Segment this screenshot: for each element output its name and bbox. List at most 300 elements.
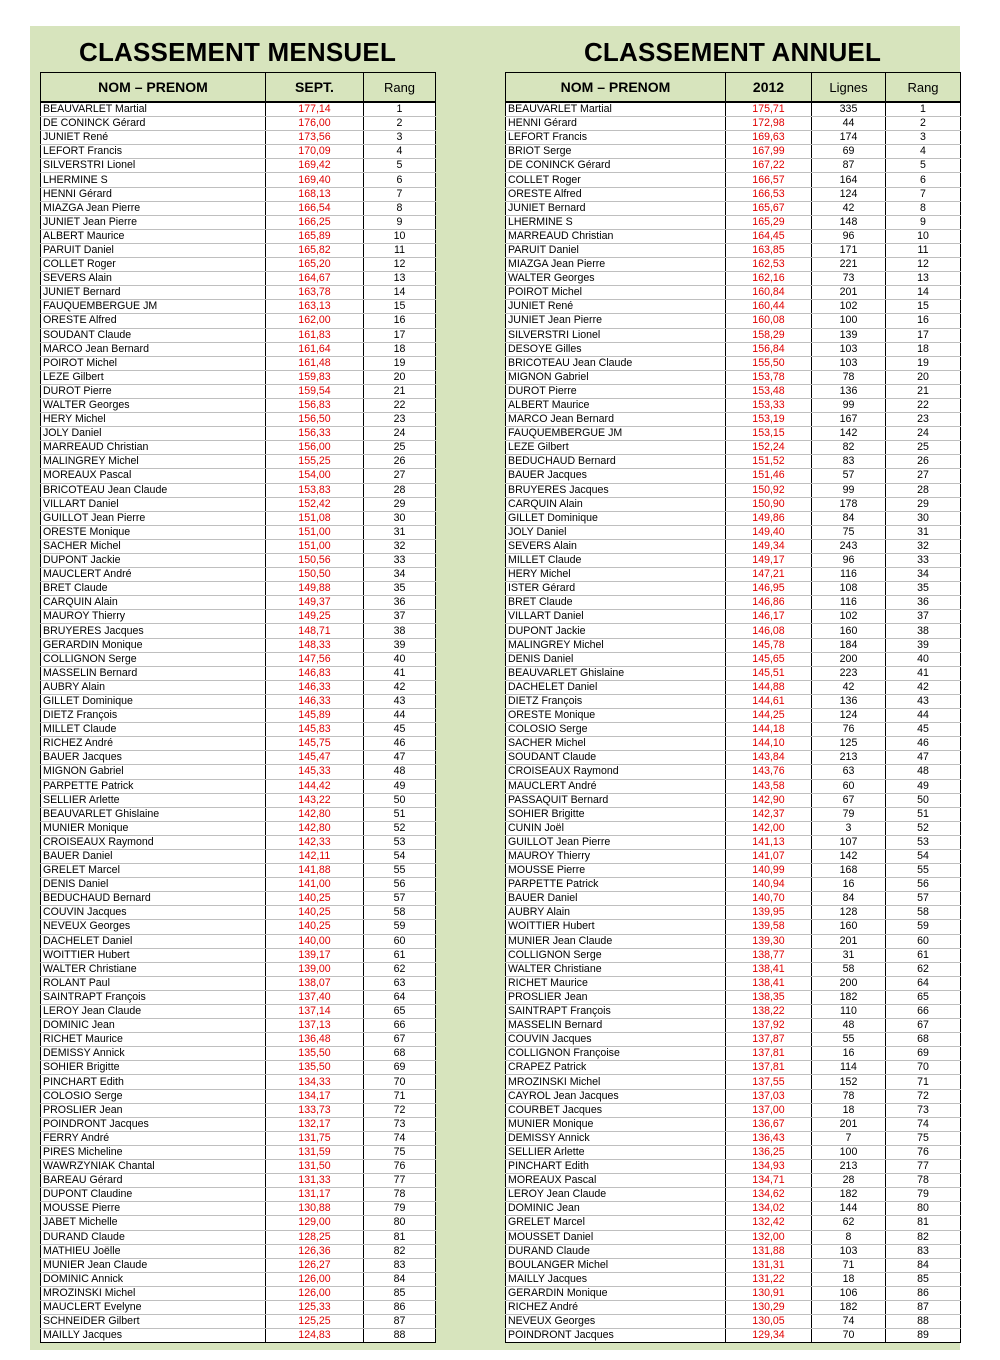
table-row xyxy=(41,596,436,610)
table-row xyxy=(41,145,436,159)
table-row xyxy=(41,638,436,652)
cell-rank: 44 xyxy=(886,709,961,723)
cell-score: 140,70 xyxy=(726,892,812,906)
cell-name: ORESTE Alfred xyxy=(41,314,266,328)
cell-name: JOLY Daniel xyxy=(41,427,266,441)
table-row xyxy=(41,1329,436,1343)
cell-rank: 4 xyxy=(364,145,436,159)
cell-score: 145,89 xyxy=(266,709,364,723)
cell-score: 149,34 xyxy=(726,539,812,553)
table-row xyxy=(41,173,436,187)
table-row xyxy=(506,497,961,511)
cell-score: 132,17 xyxy=(266,1117,364,1131)
cell-name: LEFORT Francis xyxy=(506,131,726,145)
cell-name: PROSLIER Jean xyxy=(506,990,726,1004)
cell-lines: 16 xyxy=(812,878,886,892)
cell-score: 144,25 xyxy=(726,709,812,723)
cell-score: 160,44 xyxy=(726,300,812,314)
cell-name: WALTER Georges xyxy=(41,398,266,412)
table-row xyxy=(41,793,436,807)
cell-lines: 42 xyxy=(812,680,886,694)
table-row xyxy=(506,1131,961,1145)
cell-lines: 200 xyxy=(812,976,886,990)
cell-lines: 78 xyxy=(812,1089,886,1103)
cell-name: BRET Claude xyxy=(41,582,266,596)
cell-name: PIRES Micheline xyxy=(41,1145,266,1159)
cell-score: 163,13 xyxy=(266,300,364,314)
cell-rank: 17 xyxy=(886,328,961,342)
cell-name: PARUIT Daniel xyxy=(506,243,726,257)
cell-name: BAUER Daniel xyxy=(41,849,266,863)
table-row xyxy=(41,1089,436,1103)
cell-name: MUNIER Monique xyxy=(506,1117,726,1131)
cell-rank: 14 xyxy=(886,286,961,300)
table-row xyxy=(41,398,436,412)
cell-rank: 10 xyxy=(886,229,961,243)
cell-name: WOITTIER Hubert xyxy=(506,920,726,934)
cell-score: 142,80 xyxy=(266,821,364,835)
cell-lines: 70 xyxy=(812,1329,886,1343)
cell-score: 143,22 xyxy=(266,793,364,807)
cell-score: 149,37 xyxy=(266,596,364,610)
table-row xyxy=(506,102,961,117)
cell-score: 128,25 xyxy=(266,1230,364,1244)
table-row xyxy=(41,117,436,131)
table-row xyxy=(506,1230,961,1244)
table-row xyxy=(41,878,436,892)
cell-rank: 24 xyxy=(886,427,961,441)
table-row xyxy=(41,1286,436,1300)
cell-lines: 103 xyxy=(812,1244,886,1258)
cell-score: 140,00 xyxy=(266,934,364,948)
cell-rank: 11 xyxy=(886,243,961,257)
cell-rank: 35 xyxy=(886,582,961,596)
cell-name: CROISEAUX Raymond xyxy=(506,765,726,779)
cell-rank: 38 xyxy=(886,624,961,638)
cell-name: BEAUVARLET Ghislaine xyxy=(41,807,266,821)
cell-rank: 38 xyxy=(364,624,436,638)
cell-rank: 84 xyxy=(886,1258,961,1272)
table-row xyxy=(506,525,961,539)
cell-lines: 67 xyxy=(812,793,886,807)
table-row xyxy=(41,272,436,286)
cell-score: 144,18 xyxy=(726,723,812,737)
table-row xyxy=(41,455,436,469)
table-row xyxy=(41,1188,436,1202)
cell-name: MAILLY Jacques xyxy=(506,1272,726,1286)
cell-rank: 43 xyxy=(886,694,961,708)
table-row xyxy=(41,1300,436,1314)
cell-name: COLLET Roger xyxy=(506,173,726,187)
cell-name: CROISEAUX Raymond xyxy=(41,835,266,849)
cell-score: 131,59 xyxy=(266,1145,364,1159)
cell-lines: 114 xyxy=(812,1061,886,1075)
cell-name: COLOSIO Serge xyxy=(41,1089,266,1103)
cell-score: 133,73 xyxy=(266,1103,364,1117)
cell-name: BOULANGER Michel xyxy=(506,1258,726,1272)
table-row xyxy=(506,300,961,314)
cell-lines: 42 xyxy=(812,201,886,215)
table-row xyxy=(506,1216,961,1230)
cell-rank: 30 xyxy=(364,511,436,525)
table-row xyxy=(41,1244,436,1258)
cell-name: DURAND Claude xyxy=(41,1230,266,1244)
cell-lines: 83 xyxy=(812,455,886,469)
cell-lines: 107 xyxy=(812,835,886,849)
table-row xyxy=(41,102,436,117)
cell-score: 149,40 xyxy=(726,525,812,539)
cell-score: 137,81 xyxy=(726,1061,812,1075)
cell-score: 134,33 xyxy=(266,1075,364,1089)
cell-rank: 45 xyxy=(364,723,436,737)
cell-rank: 79 xyxy=(886,1188,961,1202)
cell-score: 165,29 xyxy=(726,215,812,229)
cell-rank: 83 xyxy=(886,1244,961,1258)
cell-rank: 23 xyxy=(364,413,436,427)
cell-name: RICHET Maurice xyxy=(506,976,726,990)
cell-score: 145,78 xyxy=(726,638,812,652)
cell-lines: 335 xyxy=(812,102,886,117)
cell-rank: 51 xyxy=(886,807,961,821)
cell-score: 140,25 xyxy=(266,920,364,934)
cell-rank: 72 xyxy=(364,1103,436,1117)
cell-score: 138,77 xyxy=(726,948,812,962)
cell-score: 156,83 xyxy=(266,398,364,412)
cell-score: 150,50 xyxy=(266,568,364,582)
cell-score: 132,42 xyxy=(726,1216,812,1230)
cell-rank: 27 xyxy=(364,469,436,483)
cell-rank: 13 xyxy=(364,272,436,286)
cell-rank: 21 xyxy=(886,384,961,398)
table-row xyxy=(41,807,436,821)
table-row xyxy=(41,610,436,624)
cell-rank: 88 xyxy=(364,1329,436,1343)
cell-rank: 17 xyxy=(364,328,436,342)
cell-rank: 67 xyxy=(886,1019,961,1033)
table-row xyxy=(41,483,436,497)
cell-lines: 108 xyxy=(812,582,886,596)
table-row xyxy=(41,694,436,708)
cell-rank: 58 xyxy=(886,906,961,920)
cell-lines: 152 xyxy=(812,1075,886,1089)
cell-name: SAINTRAPT François xyxy=(506,1005,726,1019)
table-row xyxy=(506,849,961,863)
cell-name: FAUQUEMBERGUE JM xyxy=(506,427,726,441)
cell-name: SILVERSTRI Lionel xyxy=(506,328,726,342)
cell-score: 159,83 xyxy=(266,370,364,384)
cell-score: 143,76 xyxy=(726,765,812,779)
cell-name: FERRY André xyxy=(41,1131,266,1145)
cell-rank: 18 xyxy=(886,342,961,356)
cell-name: MATHIEU Joëlle xyxy=(41,1244,266,1258)
cell-score: 153,78 xyxy=(726,370,812,384)
cell-name: SEVERS Alain xyxy=(506,539,726,553)
table-row xyxy=(506,413,961,427)
table-row xyxy=(506,652,961,666)
cell-rank: 5 xyxy=(364,159,436,173)
cell-lines: 28 xyxy=(812,1174,886,1188)
cell-name: DUPONT Jackie xyxy=(41,554,266,568)
cell-lines: 136 xyxy=(812,384,886,398)
cell-score: 141,13 xyxy=(726,835,812,849)
cell-score: 131,75 xyxy=(266,1131,364,1145)
cell-rank: 46 xyxy=(886,737,961,751)
table-row xyxy=(506,962,961,976)
cell-rank: 15 xyxy=(364,300,436,314)
cell-name: CARQUIN Alain xyxy=(41,596,266,610)
table-row xyxy=(506,1188,961,1202)
table-row xyxy=(506,173,961,187)
cell-rank: 32 xyxy=(364,539,436,553)
cell-rank: 9 xyxy=(364,215,436,229)
cell-lines: 201 xyxy=(812,934,886,948)
cell-score: 138,35 xyxy=(726,990,812,1004)
cell-score: 145,75 xyxy=(266,737,364,751)
cell-name: PARUIT Daniel xyxy=(41,243,266,257)
header-rank: Rang xyxy=(364,73,436,103)
header-name: NOM – PRENOM xyxy=(41,73,266,103)
cell-score: 149,17 xyxy=(726,554,812,568)
cell-name: MUNIER Monique xyxy=(41,821,266,835)
table-row xyxy=(506,990,961,1004)
table-row xyxy=(41,779,436,793)
cell-rank: 22 xyxy=(364,398,436,412)
table-row xyxy=(41,680,436,694)
cell-name: CUNIN Joël xyxy=(506,821,726,835)
cell-score: 167,22 xyxy=(726,159,812,173)
table-row xyxy=(41,1061,436,1075)
table-row xyxy=(506,1103,961,1117)
table-row xyxy=(506,117,961,131)
table-row xyxy=(41,723,436,737)
cell-rank: 19 xyxy=(364,356,436,370)
cell-score: 137,87 xyxy=(726,1033,812,1047)
cell-rank: 70 xyxy=(364,1075,436,1089)
cell-score: 144,10 xyxy=(726,737,812,751)
cell-name: CRAPEZ Patrick xyxy=(506,1061,726,1075)
cell-rank: 15 xyxy=(886,300,961,314)
cell-name: GILLET Dominique xyxy=(506,511,726,525)
cell-score: 145,33 xyxy=(266,765,364,779)
cell-rank: 55 xyxy=(364,864,436,878)
table-row xyxy=(41,1145,436,1159)
cell-rank: 86 xyxy=(364,1300,436,1314)
cell-score: 138,41 xyxy=(726,962,812,976)
cell-name: JUNIET René xyxy=(41,131,266,145)
cell-name: LHERMINE S xyxy=(41,173,266,187)
cell-score: 176,00 xyxy=(266,117,364,131)
cell-rank: 29 xyxy=(364,497,436,511)
cell-lines: 73 xyxy=(812,272,886,286)
table-row xyxy=(506,638,961,652)
cell-name: JUNIET Bernard xyxy=(41,286,266,300)
cell-name: BAUER Daniel xyxy=(506,892,726,906)
cell-score: 175,71 xyxy=(726,102,812,117)
table-row xyxy=(41,1174,436,1188)
cell-name: MAUROY Thierry xyxy=(41,610,266,624)
table-row xyxy=(41,258,436,272)
table-row xyxy=(41,229,436,243)
table-row xyxy=(506,1061,961,1075)
cell-name: BEAUVARLET Martial xyxy=(41,102,266,117)
cell-rank: 54 xyxy=(886,849,961,863)
cell-rank: 9 xyxy=(886,215,961,229)
table-row xyxy=(506,878,961,892)
cell-rank: 43 xyxy=(364,694,436,708)
cell-rank: 48 xyxy=(364,765,436,779)
cell-rank: 47 xyxy=(886,751,961,765)
cell-score: 146,17 xyxy=(726,610,812,624)
cell-score: 139,58 xyxy=(726,920,812,934)
table-row xyxy=(41,1258,436,1272)
header-lines: Lignes xyxy=(812,73,886,103)
table-row xyxy=(41,511,436,525)
cell-rank: 80 xyxy=(886,1202,961,1216)
cell-lines: 160 xyxy=(812,920,886,934)
cell-name: WOITTIER Hubert xyxy=(41,948,266,962)
cell-lines: 116 xyxy=(812,596,886,610)
cell-score: 146,83 xyxy=(266,666,364,680)
table-row xyxy=(506,201,961,215)
table-row xyxy=(506,1286,961,1300)
cell-name: COUVIN Jacques xyxy=(41,906,266,920)
table-row xyxy=(41,1047,436,1061)
cell-name: DUROT Pierre xyxy=(506,384,726,398)
cell-rank: 58 xyxy=(364,906,436,920)
cell-lines: 7 xyxy=(812,1131,886,1145)
cell-score: 140,25 xyxy=(266,906,364,920)
cell-rank: 20 xyxy=(886,370,961,384)
cell-rank: 64 xyxy=(364,990,436,1004)
table-row xyxy=(506,356,961,370)
cell-lines: 103 xyxy=(812,356,886,370)
cell-name: SACHER Michel xyxy=(506,737,726,751)
cell-name: DOMINIC Jean xyxy=(506,1202,726,1216)
cell-lines: 124 xyxy=(812,709,886,723)
cell-lines: 243 xyxy=(812,539,886,553)
cell-rank: 20 xyxy=(364,370,436,384)
cell-name: SCHNEIDER Gilbert xyxy=(41,1315,266,1329)
cell-score: 130,88 xyxy=(266,1202,364,1216)
table-row xyxy=(41,1075,436,1089)
cell-rank: 62 xyxy=(886,962,961,976)
cell-rank: 24 xyxy=(364,427,436,441)
table-row xyxy=(41,1160,436,1174)
cell-name: BRICOTEAU Jean Claude xyxy=(506,356,726,370)
annual-ranking-table xyxy=(505,72,961,1343)
cell-name: LHERMINE S xyxy=(506,215,726,229)
cell-score: 146,95 xyxy=(726,582,812,596)
cell-rank: 50 xyxy=(886,793,961,807)
table-row xyxy=(506,906,961,920)
cell-score: 163,85 xyxy=(726,243,812,257)
cell-name: BAUER Jacques xyxy=(506,469,726,483)
cell-rank: 81 xyxy=(886,1216,961,1230)
cell-name: LEROY Jean Claude xyxy=(506,1188,726,1202)
table-row xyxy=(506,427,961,441)
cell-name: VILLART Daniel xyxy=(506,610,726,624)
cell-rank: 1 xyxy=(886,102,961,117)
cell-score: 140,25 xyxy=(266,892,364,906)
cell-rank: 42 xyxy=(886,680,961,694)
cell-lines: 102 xyxy=(812,300,886,314)
cell-score: 169,63 xyxy=(726,131,812,145)
cell-name: AUBRY Alain xyxy=(41,680,266,694)
cell-lines: 125 xyxy=(812,737,886,751)
cell-lines: 213 xyxy=(812,751,886,765)
cell-score: 124,83 xyxy=(266,1329,364,1343)
cell-rank: 76 xyxy=(364,1160,436,1174)
cell-score: 134,71 xyxy=(726,1174,812,1188)
cell-rank: 36 xyxy=(886,596,961,610)
cell-rank: 37 xyxy=(886,610,961,624)
cell-score: 142,80 xyxy=(266,807,364,821)
cell-rank: 46 xyxy=(364,737,436,751)
cell-rank: 88 xyxy=(886,1315,961,1329)
cell-name: SOHIER Brigitte xyxy=(506,807,726,821)
table-row xyxy=(506,342,961,356)
table-row xyxy=(41,864,436,878)
cell-name: AUBRY Alain xyxy=(506,906,726,920)
cell-score: 144,88 xyxy=(726,680,812,694)
cell-lines: 102 xyxy=(812,610,886,624)
cell-lines: 62 xyxy=(812,1216,886,1230)
table-row xyxy=(506,455,961,469)
cell-rank: 8 xyxy=(886,201,961,215)
cell-score: 166,53 xyxy=(726,187,812,201)
table-row xyxy=(41,934,436,948)
cell-rank: 82 xyxy=(886,1230,961,1244)
table-row xyxy=(41,892,436,906)
table-row xyxy=(41,539,436,553)
annual-header-row xyxy=(506,73,961,103)
cell-name: COLLIGNON Serge xyxy=(41,652,266,666)
cell-name: GILLET Dominique xyxy=(41,694,266,708)
cell-rank: 71 xyxy=(364,1089,436,1103)
cell-lines: 99 xyxy=(812,398,886,412)
cell-rank: 41 xyxy=(886,666,961,680)
cell-score: 140,94 xyxy=(726,878,812,892)
table-row xyxy=(506,666,961,680)
cell-score: 131,50 xyxy=(266,1160,364,1174)
cell-score: 154,00 xyxy=(266,469,364,483)
cell-name: COUVIN Jacques xyxy=(506,1033,726,1047)
cell-score: 130,29 xyxy=(726,1300,812,1314)
table-row xyxy=(506,370,961,384)
table-row xyxy=(506,441,961,455)
cell-name: WAWRZYNIAK Chantal xyxy=(41,1160,266,1174)
cell-lines: 182 xyxy=(812,1188,886,1202)
cell-score: 139,00 xyxy=(266,962,364,976)
cell-name: DURAND Claude xyxy=(506,1244,726,1258)
cell-rank: 34 xyxy=(364,568,436,582)
cell-lines: 3 xyxy=(812,821,886,835)
cell-lines: 58 xyxy=(812,962,886,976)
cell-score: 135,50 xyxy=(266,1047,364,1061)
cell-name: POIROT Michel xyxy=(41,356,266,370)
cell-rank: 53 xyxy=(886,835,961,849)
cell-score: 131,17 xyxy=(266,1188,364,1202)
cell-rank: 83 xyxy=(364,1258,436,1272)
cell-score: 141,00 xyxy=(266,878,364,892)
cell-score: 134,93 xyxy=(726,1160,812,1174)
cell-name: ORESTE Alfred xyxy=(506,187,726,201)
table-row xyxy=(506,1258,961,1272)
cell-name: SEVERS Alain xyxy=(41,272,266,286)
cell-score: 158,29 xyxy=(726,328,812,342)
table-row xyxy=(41,582,436,596)
cell-score: 130,05 xyxy=(726,1315,812,1329)
